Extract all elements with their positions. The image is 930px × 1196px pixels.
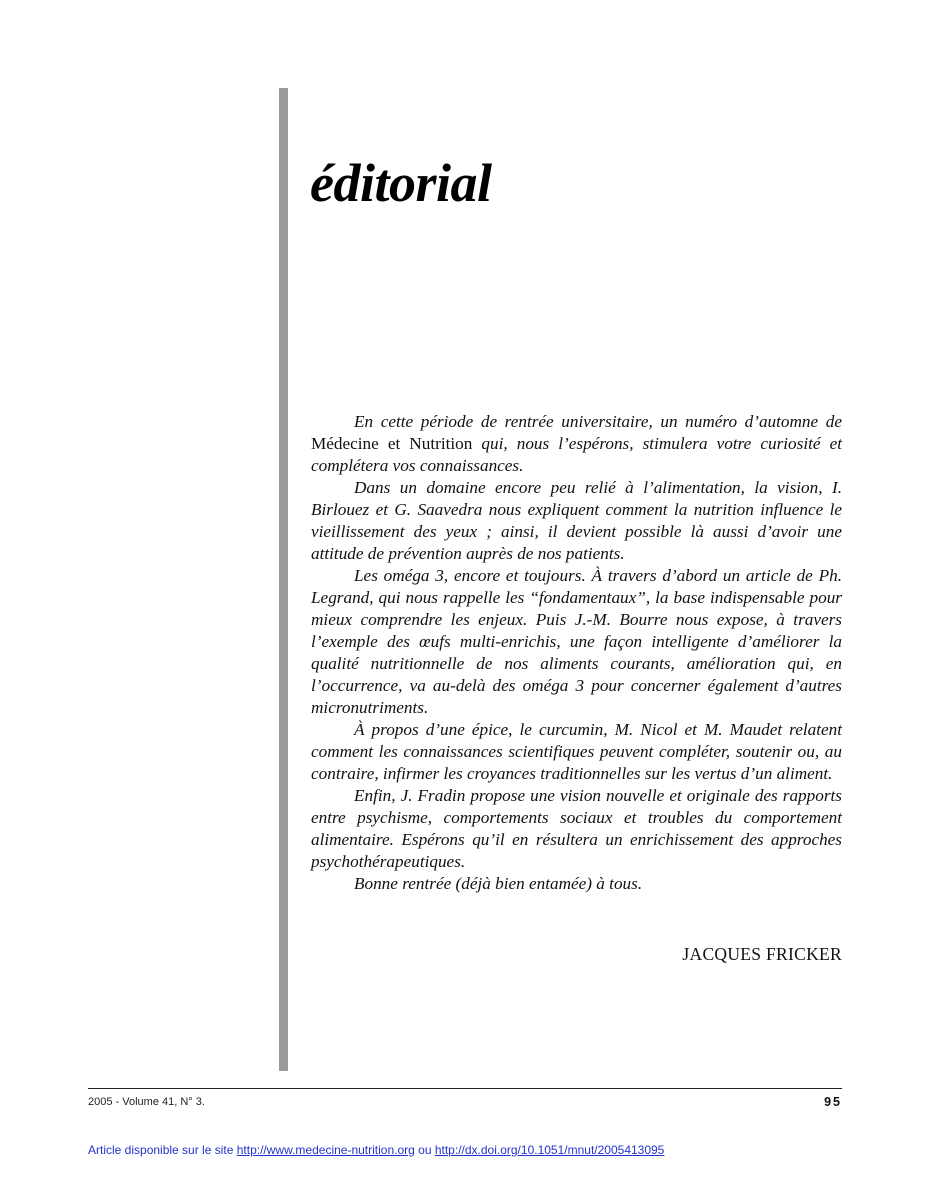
- availability-separator: ou: [414, 1143, 435, 1157]
- paragraph-1-text-a: En cette période de rentrée universitaire, un numéro d’automne de: [354, 412, 842, 431]
- paragraph-6: Bonne rentrée (déjà bien entamée) à tous.: [354, 874, 643, 893]
- author-signature: JACQUES FRICKER: [682, 944, 842, 964]
- doi-link[interactable]: http://dx.doi.org/10.1051/mnut/2005413095: [434, 1143, 665, 1157]
- paragraph-2: Dans un domaine encore peu relié à l’alimentation, la vision, I. Birlouez et G. Saavedra nous expliquent comment la nutrition influence le vieillissement des yeux ; ainsi, il devient possible là aussi d’avoir une attitude de prévention auprès de nos patients.: [311, 478, 842, 563]
- page-title: éditorial: [310, 153, 492, 213]
- availability-notice: [88, 1143, 664, 1157]
- paragraph-1-text-b: qui, nous l’espérons, stimulera votre curiosité et complétera vos connaissances.: [311, 434, 842, 475]
- paragraph-1: [311, 411, 842, 477]
- editorial-body: [311, 411, 842, 895]
- page-number: 95: [824, 1095, 842, 1109]
- availability-prefix: Article disponible sur le site: [88, 1143, 237, 1157]
- paragraph-5: Enfin, J. Fradin propose une vision nouvelle et originale des rapports entre psychisme, comportements sociaux et troubles du comportement alimentaire. Espérons qu’il en résultera un enrichissement des approches psychothérapeutiques.: [311, 786, 842, 871]
- side-rule: [279, 88, 288, 1071]
- paragraph-3: Les oméga 3, encore et toujours. À travers d’abord un article de Ph. Legrand, qui nous rappelle les “fondamentaux”, la base indispensable pour mieux comprendre les enjeux. Puis J.-M. Bourre nous expose, à travers l’exemple des œufs multi-enrichis, une façon intelligente d’améliorer la qualité nutritionnelle de nos aliments courants, amélioration qui, en l’occurrence, va au-delà des oméga 3 pour concerner également d’autres micronutriments.: [311, 566, 842, 717]
- journal-name: Médecine et Nutrition: [311, 434, 473, 453]
- site-link[interactable]: http://www.medecine-nutrition.org: [236, 1143, 415, 1157]
- paragraph-4: À propos d’une épice, le curcumin, M. Nicol et M. Maudet relatent comment les connaissances scientifiques peuvent compléter, soutenir ou, au contraire, infirmer les croyances traditionnelles sur les vertus d’un aliment.: [311, 720, 842, 783]
- issue-info: 2005 - Volume 41, N° 3.: [88, 1096, 205, 1108]
- footer-divider: [88, 1088, 842, 1089]
